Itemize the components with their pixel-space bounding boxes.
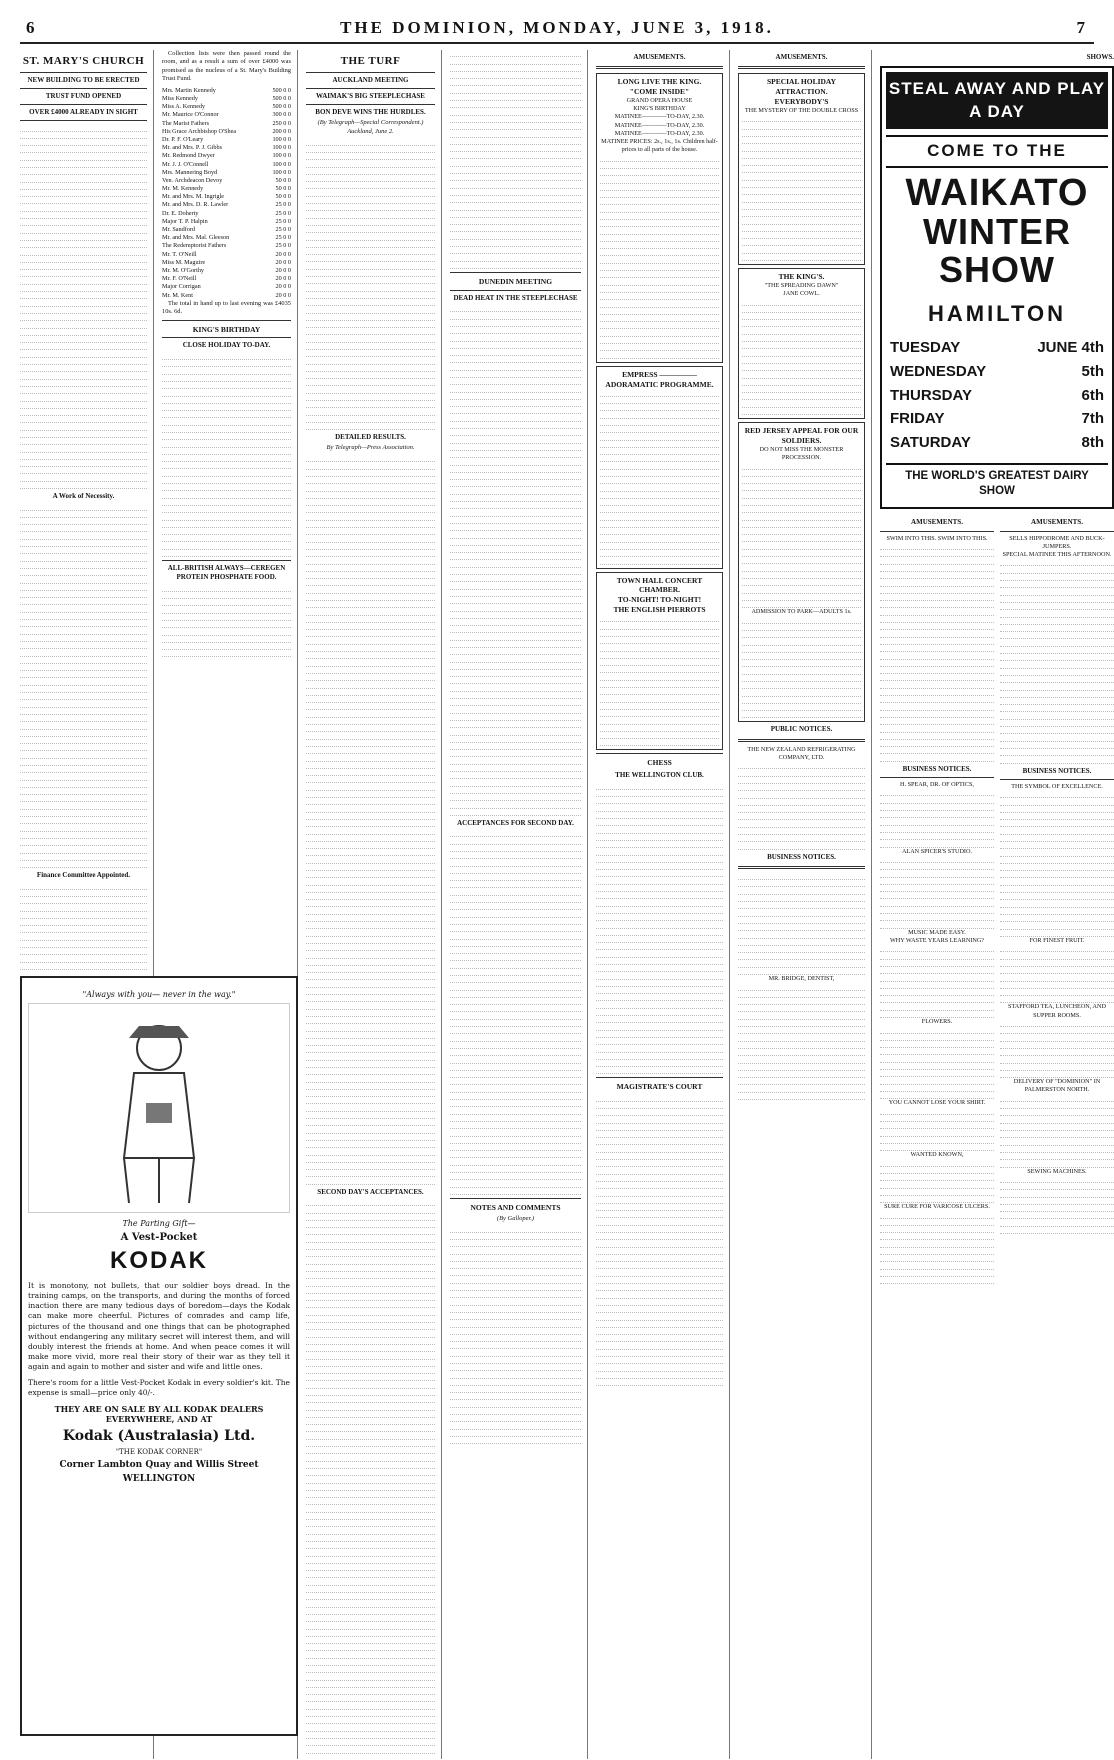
advert-body-lines [600,615,719,746]
advert-line: THE KING'S. [778,272,825,282]
notice-body-lines [880,1159,994,1203]
subscriber-name: Dr. P. F. O'Leary [162,135,204,143]
subscriber-name: Major Corrigan [162,283,201,291]
subscription-amount: 100 0 0 [272,152,291,160]
advert-body-lines [742,462,861,608]
advert-body-lines [1000,559,1114,763]
subscription-row [162,201,291,209]
advert-line: LONG LIVE THE KING. [617,77,702,87]
subscription-amount: 20 0 0 [275,258,291,266]
subscription-row [162,292,291,300]
results-lines [450,830,581,1195]
advert-line: RED JERSEY APPEAL FOR OUR SOLDIERS. [744,426,859,445]
advert-kodak-brand: KODAK [110,1247,208,1274]
subscription-row [162,128,291,136]
advert-body-lines [162,585,291,658]
subscription-amount: 20 0 0 [275,266,291,274]
subscription-row [162,169,291,177]
article-title-kings-birthday: KING'S BIRTHDAY [192,324,261,334]
subscription-row [162,218,291,226]
show-day-row [886,407,1108,431]
subscription-amount: 100 0 0 [272,144,291,152]
subscription-amount: 20 0 0 [275,275,291,283]
subscription-row [162,251,291,259]
article-title-st-marys: ST. MARY'S CHURCH [22,55,145,67]
subscription-amount: 500 0 0 [272,86,291,94]
subscription-amount: 100 0 0 [272,168,291,176]
subscriber-name: Mrs. Martin Kennedy [162,86,216,94]
notice-title: SEWING MACHINES. [1027,1167,1087,1175]
article-body-lines [596,1094,723,1386]
notice-title: WHY WASTE YEARS LEARNING? [889,936,985,944]
subscription-row [162,242,291,250]
section-header-shows: SHOWS. [1086,53,1114,61]
article-subhead: AUCKLAND MEETING [332,75,409,84]
advert-line: TO-NIGHT! TO-NIGHT! [617,595,702,605]
show-days-list [886,336,1108,455]
notice-body-lines [880,1107,994,1151]
subscription-row [162,226,291,234]
advert-kodak-city: WELLINGTON [122,1474,196,1485]
subscription-amount: 500 0 0 [272,95,291,102]
article-subhead: BON DEVE WINS THE HURDLES. [315,107,426,116]
subscriber-name: Mrs. Mannering Boyd [162,168,218,176]
notice-title: H. SPEAR, DR. OF OPTICS, [900,780,974,788]
advert-empress [596,366,723,569]
subscriber-name: Mr. J. J. O'Connell [162,160,209,168]
subscriber-name: Miss Kennedy [162,95,198,102]
subscriber-name: Mr. and Mrs. D. R. Lawler [162,201,229,209]
show-day-name: FRIDAY [890,410,945,428]
section-header-public-notices: PUBLIC NOTICES. [770,725,833,734]
subscriber-name: Mr. and Mrs. M. Ingrigle [162,193,225,201]
advert-line: MATINEE————TO-DAY, 2.30. [614,129,705,137]
subscription-row [162,144,291,152]
notice-title: THE NEW ZEALAND REFRIGERATING COMPANY, LTD. [747,745,856,761]
subscriber-name: The Redemptorist Fathers [162,242,227,250]
notice-body-lines [738,983,865,1100]
notice-title: SURE CURE FOR VARICOSE ULCERS. [884,1203,990,1211]
column-7 [880,50,1114,1759]
advert-title-protein-food: ALL-BRITISH ALWAYS—CEREGEN PROTEIN PHOSPHATE FOOD. [167,564,286,582]
results-lines [450,50,581,269]
section-header-amusements: AMUSEMENTS. [1031,518,1083,527]
advert-kodak-tagline: The Parting Gift— [122,1219,196,1228]
subscription-amount: 100 0 0 [272,135,291,143]
subscription-row [162,120,291,128]
show-day-name: SATURDAY [890,434,971,452]
subscription-row [162,161,291,169]
article-subhead: CLOSE HOLIDAY TO-DAY. [182,341,271,350]
notice-title: ALAN SPICER'S STUDIO. [901,847,973,855]
advert-line-winter-show: WINTER SHOW [923,211,1071,291]
advert-town-hall [596,572,723,751]
section-header-business-notices: BUSINESS NOTICES. [902,764,972,773]
show-day-name: TUESDAY [890,339,961,357]
subscription-row [162,234,291,242]
advert-line: SPECIAL MATINEE THIS AFTERNOON. [1002,551,1112,558]
subscriber-name: Major T. P. Halpin [162,217,208,225]
subscriber-name: Dr. E. Doherty [162,209,199,217]
subscription-amount: 500 0 0 [272,103,291,111]
advert-line: DO NOT MISS THE MONSTER PROCESSION. [759,445,844,462]
subscriber-name: Mr. and Mrs. Mal. Gleeson [162,234,230,242]
show-day-date: 6th [1081,386,1104,404]
article-title-the-turf: THE TURF [340,55,401,67]
advert-line-hamilton: HAMILTON [927,301,1067,327]
subscriber-name: His Grace Archbishop O'Shea [162,127,237,135]
column-5 [596,50,730,1759]
column-6 [738,50,872,1759]
subscription-amount: 25 0 0 [275,234,291,242]
subscription-row [162,193,291,201]
page-number-right: 7 [1076,18,1088,37]
article-subhead: ACCEPTANCES FOR SECOND DAY. [457,818,574,827]
section-header-amusements: AMUSEMENTS. [911,518,963,527]
advert-kodak-vest-pocket: A Vest-Pocket [120,1232,198,1243]
advert-kodak-company: Kodak (Australasia) Ltd. [62,1428,256,1445]
subscription-amount: 50 0 0 [275,193,291,201]
subscription-amount: 25 0 0 [275,242,291,250]
notice-title: THE SYMBOL OF EXCELLENCE. [1011,782,1103,790]
subscription-row [162,95,291,103]
subscription-row [162,210,291,218]
section-header-amusements: AMUSEMENTS. [775,53,828,61]
subscription-row [162,185,291,193]
show-day-date: JUNE 4th [1037,339,1104,357]
results-lines [450,305,581,816]
advert-kodak-body-2: There's room for a little Vest-Pocket Kodak in every soldier's kit. The expense is small—price only 40/-. [28,1378,290,1398]
subscriber-name: Mr. F. O'Neill [162,275,197,283]
advert-kodak-speech: "Always with you— never in the way." [82,990,236,999]
show-day-row [886,360,1108,384]
page-number-left: 6 [26,18,38,37]
advert-kodak-corner: "THE KODAK CORNER" [115,1448,203,1457]
soldier-figure-icon [84,1008,234,1208]
advert-line: EMPRESS ————— ADORAMATIC PROGRAMME. [605,369,714,389]
column-7-right [1000,515,1114,1284]
masthead [20,18,1094,44]
subscription-amount: 300 0 0 [272,111,291,119]
notice-body-lines [1000,1020,1114,1078]
section-header-amusements: AMUSEMENTS. [633,53,686,61]
subscription-total: The total in hand up to last evening was £4035 10s. 6d. [162,299,291,316]
section-header-business-notices: BUSINESS NOTICES. [1022,766,1092,775]
subscription-amount: 25 0 0 [275,226,291,233]
article-subhead: TRUST FUND OPENED [45,91,122,100]
subscription-row [162,275,291,283]
advert-body-lines [880,543,994,762]
subscriber-name: Ven. Archdeacon Devoy [162,176,223,184]
subscriber-name: The Marist Fathers [162,119,210,127]
notice-body-lines [1000,945,1114,1003]
advert-body-lines [742,115,861,261]
advert-line: SELLS HIPPODROME AND BUCK-JUMPERS. [1009,534,1105,550]
subscriber-name: Mr. M. Kennedy [162,185,204,193]
advert-line: GRAND OPERA HOUSE [626,97,693,105]
subscriber-name: Mr. Redmond Dwyer [162,152,215,160]
subscription-amount: 25 0 0 [275,217,291,225]
subscription-row [162,283,291,291]
advert-line: MATINEE————TO-DAY, 2.30. [614,121,705,129]
notice-title: YOU CANNOT LOSE YOUR SHIRT. [888,1099,986,1107]
show-day-row [886,384,1108,408]
subscription-list [162,87,291,300]
article-title-dunedin: DUNEDIN MEETING [478,276,553,286]
notice-title: MUSIC MADE EASY. [908,928,966,936]
article-subhead: NEW BUILDING TO BE ERECTED [27,75,140,84]
advert-line: MATINEE PRICES: 2s., 1s., 1s. Children half-prices to all parts of the house. [601,137,718,154]
advert-line-waikato: WAIKATO [905,171,1089,214]
advert-line: SPECIAL HOLIDAY ATTRACTION. [766,77,837,97]
show-day-row [886,431,1108,455]
advert-body-lines [742,616,861,718]
advert-everybodys [738,73,865,265]
advert-line: KING'S BIRTHDAY [633,105,686,113]
notice-body-lines [738,873,865,975]
subscriber-name: Mr. M. Kent [162,291,193,299]
advert-line: THE ENGLISH PIERROTS [613,605,706,615]
notice-body-lines [880,1211,994,1284]
article-body-lines [596,783,723,1075]
section-header-business-notices: BUSINESS NOTICES. [767,852,836,861]
advert-red-jersey [738,422,865,722]
article-body-lines [20,503,147,868]
masthead-title: THE DOMINION, MONDAY, JUNE 3, 1918. [340,18,774,37]
notice-title: DELIVERY OF "DOMINION" IN PALMERSTON NORTH. [1013,1078,1101,1094]
show-day-row [886,336,1108,360]
subscriber-name: Miss M. Maguire [162,258,206,266]
column-3 [306,50,442,1759]
notice-body-lines [880,789,994,847]
advert-line: TOWN HALL CONCERT CHAMBER. [616,575,703,595]
advert-kodak-body: It is monotony, not bullets, that our soldier boys dread. In the training camps, on the transports, and during the months of forced inaction there are many tedious days of boredom—days the Kodak can make more cheerful. Pictures of comrades and camp life, pictures of the thousand and one things that can be photographed without endangering any military secret will interest them, and will doubly interest the friends at home. And when peace comes it will make more vivid, more real their story of their war as they tell it again and again to mother and sister and wife and little ones. [28,1281,290,1371]
notice-body-lines [1000,1095,1114,1168]
advert-line: MATINEE————TO-DAY, 2.30. [614,113,705,121]
article-title-magistrates-court: MAGISTRATE'S COURT [616,1082,703,1092]
show-day-date: 5th [1081,362,1104,380]
advert-line: EVERYBODY'S [774,97,829,107]
advert-line: "COME INSIDE" [629,87,690,97]
advert-line-come-to-the: COME TO THE [886,135,1108,167]
show-day-name: WEDNESDAY [890,362,987,380]
subscription-amount: 50 0 0 [275,176,291,184]
article-body-lines [450,1225,581,1444]
article-body-lines [162,353,291,557]
article-subhead: WAIMAK'S BIG STEEPLECHASE [316,91,425,100]
advert-line-greatest-dairy-show: THE WORLD'S GREATEST DAIRY SHOW [886,463,1108,503]
subscription-amount: 20 0 0 [275,250,291,258]
notice-title: FLOWERS. [921,1018,953,1026]
soldier-illustration [28,1003,290,1213]
advert-waikato-winter-show [880,66,1114,509]
subscription-row [162,136,291,144]
show-day-date: 7th [1081,410,1104,428]
notice-body-lines [1000,1176,1114,1234]
subscription-row [162,152,291,160]
subscriber-name: Miss A. Kennedy [162,103,206,111]
results-lines [306,1199,435,1759]
advert-headline-steal-away: STEAL AWAY AND PLAY A DAY [886,72,1108,129]
notice-body-lines [738,762,865,850]
article-byline: (By Telegraph—Special Correspondent.) Auckland, June 2. [317,119,424,135]
article-title-notes: NOTES AND COMMENTS [470,1202,561,1212]
advert-line: SWIM INTO THIS. SWIM INTO THIS. [886,534,988,542]
article-body-lines [306,138,435,430]
article-body-lines [20,124,147,489]
advert-line: THE MYSTERY OF THE DOUBLE CROSS [744,106,859,114]
subscriber-name: Mr. M. O'Gorthy [162,266,205,274]
advert-the-kings [738,268,865,419]
subscription-amount: 20 0 0 [275,283,291,291]
notice-title: MR. BRIDGE, DENTIST, [768,975,835,983]
article-subhead: A Work of Necessity. [52,492,115,501]
advert-line: "THE SPREADING DAWN" [764,281,839,289]
advert-grand-opera-house [596,73,723,362]
advert-line: ADMISSION TO PARK—ADULTS 1s. [751,608,852,616]
advert-body-lines [600,154,719,358]
column-7-left [880,515,994,1284]
notice-body-lines [880,1026,994,1099]
subscription-amount: 50 0 0 [275,185,291,193]
subscription-row [162,103,291,111]
advert-line: JANE COWL. [783,290,820,298]
advert-kodak-dealers: THEY ARE ON SALE BY ALL KODAK DEALERS EVERYWHERE, AND AT [54,1404,264,1425]
subscription-amount: 20 0 0 [275,291,291,299]
show-day-date: 8th [1081,434,1104,452]
subscriber-name: Mr. T. O'Neill [162,250,197,258]
article-subhead: OVER £4000 ALREADY IN SIGHT [29,107,138,116]
article-subhead: Finance Committee Appointed. [36,871,131,880]
notice-title: WANTED KNOWN, [910,1151,964,1159]
subscription-amount: 25 0 0 [275,209,291,217]
subscription-amount: 250 0 0 [272,119,291,127]
subscription-intro: Collection lists were then passed round the room, and as a result a sum of over £4000 was promised as the nucleus of a St. Mary's Building Trust Fund. [162,50,291,83]
subscription-row [162,177,291,185]
notice-body-lines [880,945,994,1018]
article-subhead: SECOND DAY'S ACCEPTANCES. [317,1187,424,1196]
subscription-amount: 100 0 0 [272,160,291,168]
subscription-amount: 200 0 0 [272,127,291,135]
notice-title: STAFFORD TEA, LUNCHEON, AND SUPPER ROOMS. [1008,1003,1106,1019]
article-subhead: DEAD HEAT IN THE STEEPLECHASE [453,293,578,302]
article-byline: (By Galloper.) [496,1214,535,1222]
subscriber-name: Mr. Maurice O'Connor [162,111,219,119]
column-4 [450,50,588,1759]
advert-body-lines [742,298,861,415]
notice-body-lines [1000,791,1114,937]
subscription-row [162,87,291,95]
article-byline: By Telegraph—Press Association. [326,444,415,452]
advert-body-lines [600,389,719,564]
notice-body-lines [880,856,994,929]
advert-kodak-address: Corner Lambton Quay and Willis Street [59,1460,259,1471]
notice-title: FOR FINEST FRUIT. [1029,936,1085,944]
results-lines [306,455,435,1185]
article-subhead: THE WELLINGTON CLUB. [615,771,704,780]
advert-kodak [20,976,298,1736]
subscriber-name: Mr. and Mrs. P. J. Gibbs [162,144,222,152]
subscription-row [162,267,291,275]
subscription-row [162,259,291,267]
subscriber-name: Mr. Sandford [162,226,195,233]
article-title-chess: CHESS [647,758,672,768]
subscription-amount: 25 0 0 [275,201,291,209]
article-subhead: DETAILED RESULTS. [335,433,406,442]
show-day-name: THURSDAY [890,386,972,404]
subscription-row [162,111,291,119]
